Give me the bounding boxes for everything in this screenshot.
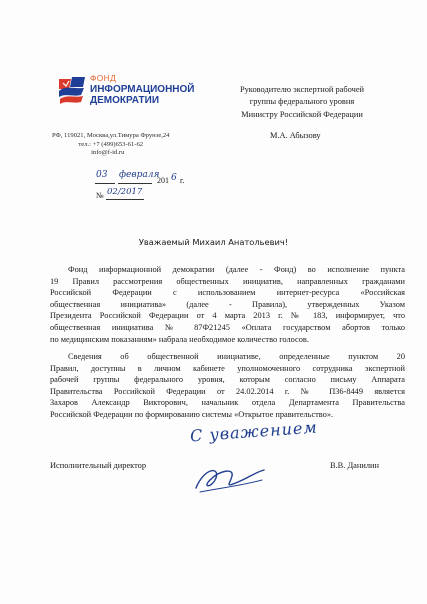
- month-underline: [118, 183, 152, 184]
- paragraph-2-line: рабочей группы федерального уровня, которым согласно письму Аппарата: [50, 375, 405, 385]
- foundation-logo: [57, 73, 195, 113]
- sender-phone: тел.: +7 (499)653-61-62: [78, 140, 144, 148]
- paragraph-2: [50, 351, 405, 421]
- paragraph-2-line: Российской Федерации по формированию системы «Открытое правительство».: [50, 409, 334, 419]
- logo-line-3: ДЕМОКРАТИИ: [90, 95, 160, 106]
- foundation-emblem-icon: [57, 75, 87, 107]
- paragraph-1-line: Российской Федерации с использованием интернет-ресурса «Российская: [50, 288, 405, 298]
- paragraph-2-line: Правительства Российской Федерации от 24.02.2014 г. № П36-8449 является: [50, 386, 405, 396]
- day-underline: [95, 183, 115, 184]
- addressee-name: М.А. Абызову: [270, 131, 321, 140]
- addressee-line-1: Руководителю экспертной рабочей: [239, 85, 365, 94]
- signatory-role: Исполнительный директор: [50, 461, 147, 470]
- paragraph-1-line: Фонд информационной демократии (далее - Фонд) во исполнение пункта: [68, 265, 405, 274]
- outgoing-month: февраля: [119, 170, 160, 180]
- handwritten-signature: [190, 458, 270, 498]
- paragraph-1: [50, 264, 405, 345]
- paragraph-1-line: общественная инициатива № 87Ф21245 «Оплата государством абортов только: [50, 322, 405, 332]
- greeting: Уважаемый Михаил Анатольевич!: [138, 237, 289, 247]
- sender-email: info@f-id.ru: [91, 149, 125, 157]
- paragraph-1-line: общественная инициатива» (далее - Правила), утвержденных Указом: [50, 299, 405, 309]
- addressee-line-3: Министру Российской Федерации: [241, 109, 363, 119]
- year-label: г.: [180, 176, 185, 185]
- number-underline: [106, 199, 144, 200]
- year-prefix: 201: [157, 176, 169, 185]
- addressee-block: [227, 84, 377, 121]
- paragraph-1-line: Президента Российской Федерации от 4 марта 2013 г. № 183, информирует, что: [50, 311, 405, 321]
- logo-line-1: ФОНД: [90, 73, 117, 83]
- paragraph-2-line: Сведения об общественной инициативе, определенные пунктом 20: [68, 352, 405, 361]
- paragraph-1-line: 19 Правил рассмотрения общественных инициатив, направленных гражданами: [50, 276, 405, 286]
- year-suffix: 6: [171, 173, 177, 183]
- paragraph-2-line: Захаров Александр Викторович, начальник отдела Департамента Правительства: [50, 398, 405, 408]
- paragraph-1-line: по медицинским показаниям» набрала необходимое количество голосов.: [50, 334, 309, 344]
- signatory-name: В.В. Данилин: [330, 461, 379, 470]
- sender-address: РФ, 119021, Москва,ул.Тимура Фрунзе,24: [52, 132, 170, 139]
- addressee-line-2: группы федерального уровня: [249, 97, 355, 107]
- paragraph-2-line: Правил, доступны в личном кабинете уполномоченного сотрудника экспертной: [50, 363, 405, 373]
- outgoing-day: 03: [96, 170, 108, 180]
- number-label: №: [96, 191, 104, 200]
- logo-line-2: ИНФОРМАЦИОННОЙ: [90, 84, 195, 95]
- sender-details: [52, 132, 169, 158]
- outgoing-number: 02/2017: [107, 187, 143, 197]
- handwritten-regards: С уважением: [189, 417, 319, 446]
